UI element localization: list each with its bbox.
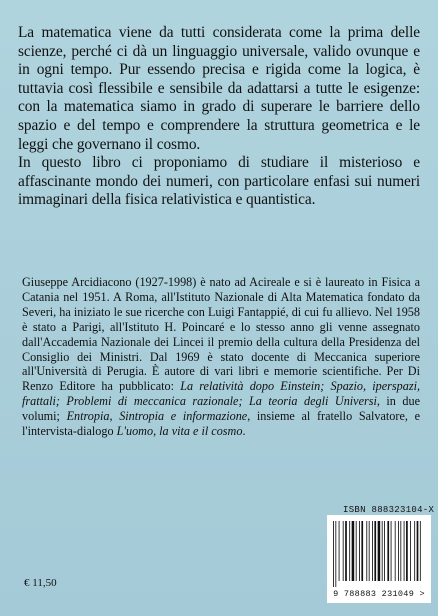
barcode-digits: 9 788883 231049 >: [333, 589, 425, 599]
bio-works-2: Entropia, Sintropia e informazione: [66, 409, 248, 424]
barcode-panel: [327, 515, 431, 603]
isbn-label: ISBN 888323104-X: [343, 505, 435, 515]
intro-paragraph-1: La matematica viene da tutti considerata come la prima delle scienze, perché ci dà un linguaggio universale, valido ovunque e in ogni tempo. Pur essendo precisa e rigida come la logica, è tuttavia così flessibile e sensibile da adattarsi a tutte le esigenze: con la matematica siamo in grado di superare le barriere dello spazio e del tempo e comprendere la struttura geometrica e le leggi che governano il cosmo.: [18, 24, 420, 153]
bio-text-3: , insieme al fratello Salvatore, e l'intervista-dialogo: [22, 409, 420, 439]
barcode-icon: [331, 521, 427, 587]
bio-text-4: .: [242, 424, 246, 439]
bio-works-3: L'uomo, la vita e il cosmo: [116, 424, 243, 439]
bio-text-2: , in due volumi;: [22, 394, 421, 424]
author-bio: [22, 275, 420, 439]
bio-text-1: Giuseppe Arcidiacono (1927-1998) è nato ad Acireale e si è laureato in Fisica a Catania nel 1951. A Roma, all'Istituto Nazionale di Alta Matematica fondato da Severi, ha iniziato le sue ricerche con Luigi Fantappié, di cui fu allievo. Nel 1958 è stato a Parigi, all'Istituto H. Poincaré e lo stesso anno gli venne assegnato dall'Accademia Nazionale dei Lincei il premio della cultura della Presidenza del Consiglio dei Ministri. Dal 1969 è stato docente di Meccanica superiore all'Università di Perugia. È autore di vari libri e memorie scientifiche. Per Di Renzo Editore ha pubblicato:: [22, 275, 420, 394]
price-label: € 11,50: [24, 577, 57, 589]
intro-text: [18, 24, 420, 210]
intro-paragraph-2: In questo libro ci proponiamo di studiare il misterioso e affascinante mondo dei numeri, con particolare enfasi sui numeri immaginari della fisica relativistica e quantistica.: [18, 154, 420, 209]
bio-works-1: La relatività dopo Einstein; Spazio, iperspazi, frattali; Problemi di meccanica razionale; La teoria degli Universi: [22, 379, 421, 409]
